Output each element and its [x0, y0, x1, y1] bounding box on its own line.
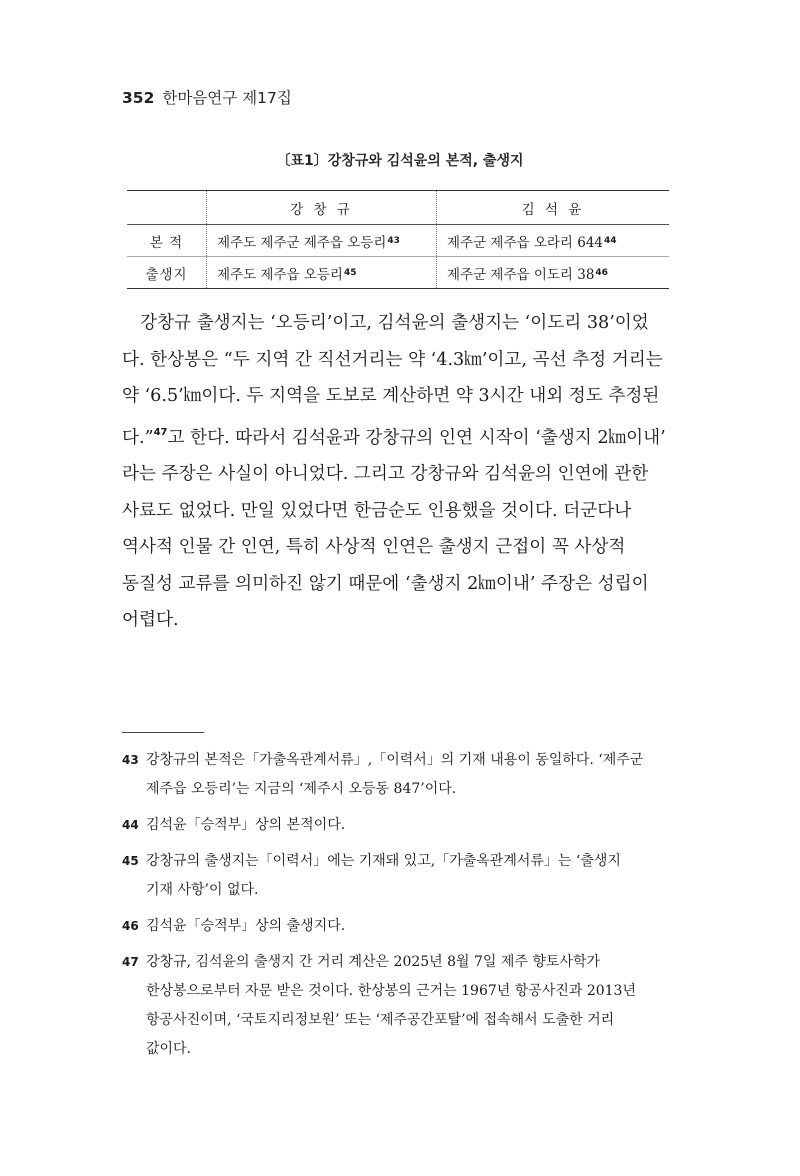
body-line: 어렵다. — [122, 610, 179, 630]
footnote-number: 46 — [122, 919, 139, 933]
footnote-ref: 47 — [153, 426, 168, 438]
journal-title: 한마음연구 제17집 — [162, 89, 292, 107]
birthplace-table — [127, 190, 669, 289]
footnote-ref: 43 — [387, 235, 400, 246]
table-header-kang: 강 창 규 — [207, 191, 437, 224]
footnote: 45 강창규의 출생지는「이력서」에는 기재돼 있고,「가출옥관계서류」는 ‘출생지 기재 사항’이 없다. — [122, 847, 678, 905]
footnote: 46 김석윤「승적부」상의 출생지다. — [122, 912, 678, 941]
table-header-row — [127, 191, 669, 225]
footnote-number: 45 — [122, 854, 139, 868]
footnote-number: 47 — [122, 955, 139, 969]
body-line: 역사적 인물 간 인연, 특히 사상적 인연은 출생지 근접이 꼭 사상적 — [122, 537, 626, 557]
body-line: 강창규 출생지는 ‘오등리’이고, 김석윤의 출생지는 ‘이도리 38’이었 — [140, 313, 649, 333]
table-row — [127, 225, 669, 257]
running-header — [122, 86, 292, 108]
table-cell: 제주군 제주읍 오라리 644 44 — [447, 234, 617, 251]
body-line: 다. 한상봉은 “두 지역 간 직선거리는 약 ‘4.3㎞’이고, 곡선 추정 거리는 — [122, 349, 663, 370]
footnote: 43 강창규의 본적은「가출옥관계서류」,「이력서」의 기재 내용이 동일하다. ‘제주군 제주읍 오등리’는 지금의 ‘제주시 오등동 847’이다. — [122, 746, 678, 804]
footnote-divider — [122, 732, 204, 733]
table-header-kim: 김 석 윤 — [521, 201, 585, 218]
footnote: 44 김석윤「승적부」상의 본적이다. — [122, 811, 678, 840]
footnote-number: 44 — [122, 818, 139, 832]
row-label: 본 적 — [127, 225, 207, 256]
footnote-number: 43 — [122, 753, 139, 767]
footnote: 47 강창규, 김석윤의 출생지 간 거리 계산은 2025년 8월 7일 제주 향토사학가 한상봉으로부터 자문 받은 것이다. 한상봉의 근거는 1967년 항공사진과 2013년 항공사진이며, ‘국토지리정보원’ 또는 ‘제주공간포탈’에 접속해서 도출한 거리 값이다. — [122, 948, 678, 1064]
page-number: 352 — [122, 89, 155, 107]
table-cell: 제주도 제주군 제주읍 오등리 43 — [207, 225, 437, 256]
footnote-ref: 45 — [343, 267, 357, 278]
footnote-ref: 46 — [595, 267, 608, 278]
body-line: 다.”$^{47}$고 한다. 따라서 김석윤과 강창규의 인연 시작이 ‘출생지 2㎞이내’ — [122, 426, 666, 448]
body-line: 사료도 없었다. 만일 있었다면 한금순도 인용했을 것이다. 더군다나 — [122, 500, 632, 521]
body-line: 약 ‘6.5’㎞이다. 두 지역을 도보로 계산하면 약 3시간 내외 정도 추정된 — [122, 386, 660, 406]
footnote-ref: 44 — [604, 235, 617, 246]
body-paragraph — [122, 305, 678, 639]
table-row — [127, 257, 669, 288]
row-label: 출생지 — [127, 257, 207, 288]
table-cell: 제주군 제주읍 이도리 38 46 — [447, 266, 608, 283]
body-line: 동질성 교류를 의미하진 않기 때문에 ‘출생지 2㎞이내’ 주장은 성립이 — [122, 573, 649, 594]
body-line: 라는 주장은 사실이 아니었다. 그리고 강창규와 김석윤의 인연에 관한 — [122, 464, 649, 484]
table-header-blank — [127, 191, 207, 224]
table-cell: 제주도 제주읍 오등리 45 — [207, 257, 437, 288]
footnotes — [122, 746, 678, 1071]
table-caption: 〔표1〕강창규와 김석윤의 본적, 출생지 — [276, 153, 524, 169]
